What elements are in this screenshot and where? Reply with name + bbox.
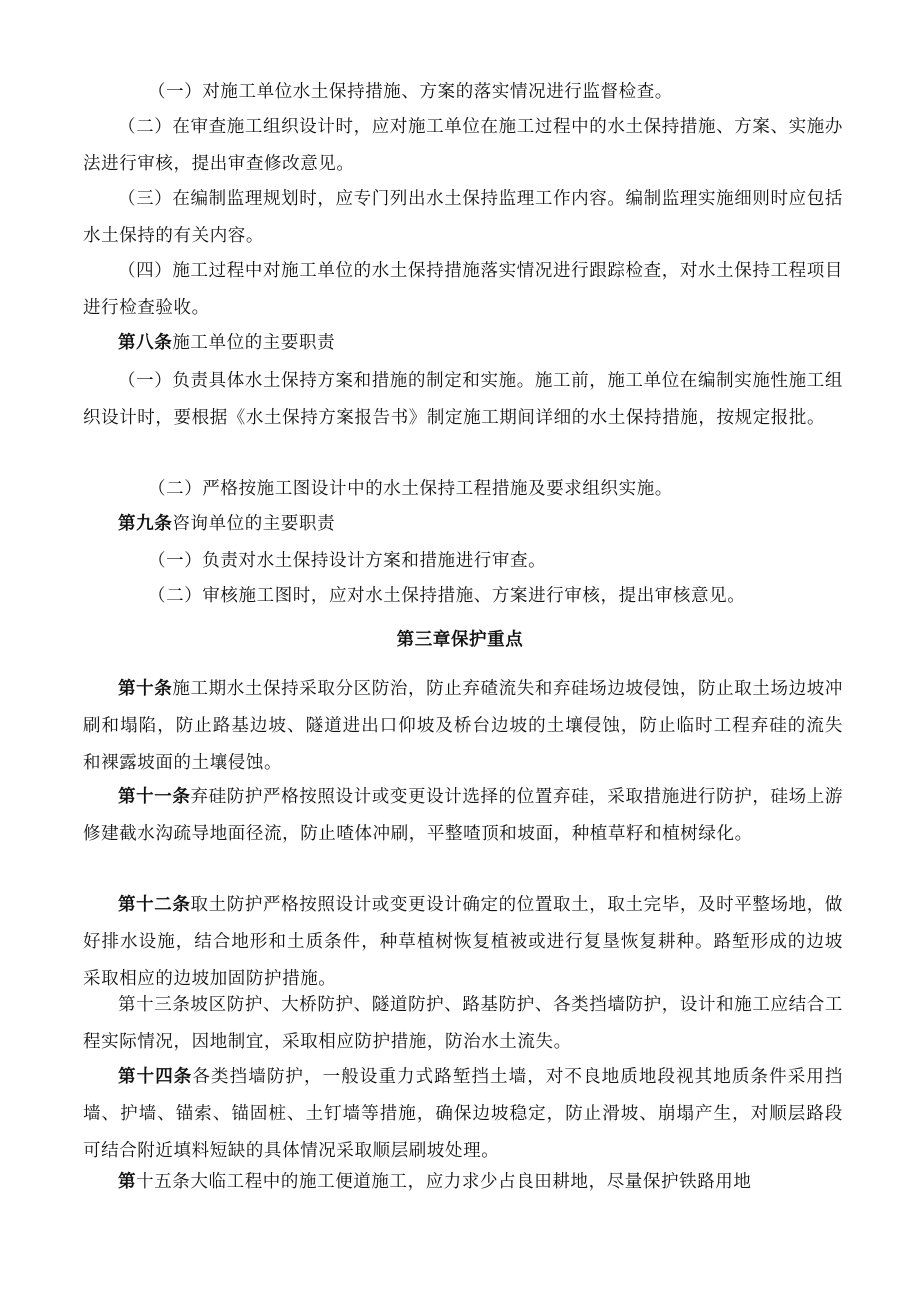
article-11-text: 弃硅防护严格按照设计或变更设计选择的位置弃硅，采取措施进行防护，硅场上游修建截水沟疏导地面径流，防止喳体冲刷，平整喳顶和坡面，种植草籽和植树绿化。 bbox=[83, 787, 843, 844]
article-8-item-2: （二）严格按施工图设计中的水土保持工程措施及要求组织实施。 bbox=[148, 479, 673, 499]
article-10-text: 施工期水土保持采取分区防治，防止弃碴流失和弃硅场边坡侵蚀，防止取土场边坡冲刷和塌陷，防止路基边坡、隧道进出口仰坡及桥台边坡的土壤侵蚀，防止临时工程弃硅的流失和裸露坡面的土壤侵蚀。 bbox=[83, 679, 843, 773]
article-8-label: 第八条 bbox=[118, 333, 173, 353]
article-9-item-2: （二）审核施工图时，应对水土保持措施、方案进行审核，提出审核意见。 bbox=[148, 586, 746, 606]
article-13 bbox=[83, 987, 843, 1061]
article-14-text: 各类挡墙防护，一般设重力式路堑挡土墙，对不良地质地段视其地质条件采用挡墙、护墙、锚索、锚固桩、土钉墙等措施，确保边坡稳定，防止滑坡、崩塌产生，对顺层路段可结合附近填料短缺的具体情况采取顺层刷坡处理。 bbox=[83, 1067, 844, 1161]
article-15-label: 第 bbox=[118, 1172, 137, 1192]
article-12-text: 取土防护严格按照设计或变更设计确定的位置取土，取土完毕，及时平整场地，做好排水设施，结合地形和土质条件，种草植树恢复植被或进行复垦恢复耕种。路堑形成的边坡采取相应的边坡加固防护措施。 bbox=[83, 895, 843, 989]
paragraph-supervision-3: （三）在编制监理规划时，应专门列出水土保持监理工作内容。编制监理实施细则时应包括水土保持的有关内容。 bbox=[83, 189, 843, 246]
article-9-label: 第九条 bbox=[118, 514, 173, 534]
paragraph-supervision-4: （四）施工过程中对施工单位的水土保持措施落实情况进行跟踪检查，对水土保持工程项目进行检查验收。 bbox=[83, 261, 843, 318]
article-8-item-1: （一）负责具体水土保持方案和措施的制定和实施。施工前，施工单位在编制实施性施工组织设计时，要根据《水土保持方案报告书》制定施工期间详细的水土保持措施，按规定报批。 bbox=[83, 371, 843, 428]
article-12 bbox=[83, 887, 843, 998]
article-9-heading bbox=[83, 506, 843, 543]
paragraph-supervision-2: （二）在审查施工组织设计时，应对施工单位在施工过程中的水土保持措施、方案、实施办法进行审核，提出审查修改意见。 bbox=[83, 117, 843, 174]
article-13-text: 第十三条坡区防护、大桥防护、隧道防护、路基防护、各类挡墙防护，设计和施工应结合工程实际情况，因地制宜，采取相应防护措施，防治水土流失。 bbox=[83, 995, 843, 1052]
article-11-label: 第十一条 bbox=[118, 787, 191, 807]
article-9-title: 咨询单位的主要职责 bbox=[172, 514, 336, 534]
article-9-item-1: （一）负责对水土保持设计方案和措施进行审查。 bbox=[148, 551, 547, 571]
article-10-label: 第十条 bbox=[118, 679, 173, 699]
article-8-title: 施工单位的主要职责 bbox=[172, 333, 336, 353]
paragraph-supervision-1: （一）对施工单位水土保持措施、方案的落实情况进行监督检查。 bbox=[148, 82, 673, 102]
article-8-heading bbox=[83, 325, 843, 362]
chapter-3-heading: 第三章保护重点 bbox=[396, 630, 524, 650]
article-10 bbox=[83, 671, 843, 782]
article-15-text: 十五条大临工程中的施工便道施工，应力求少占良田耕地，尽量保护铁路用地 bbox=[136, 1172, 752, 1192]
article-11 bbox=[83, 779, 843, 853]
article-14 bbox=[83, 1059, 843, 1170]
article-12-label: 第十二条 bbox=[118, 895, 191, 915]
article-15 bbox=[83, 1164, 843, 1201]
article-14-label: 第十四条 bbox=[118, 1067, 193, 1087]
